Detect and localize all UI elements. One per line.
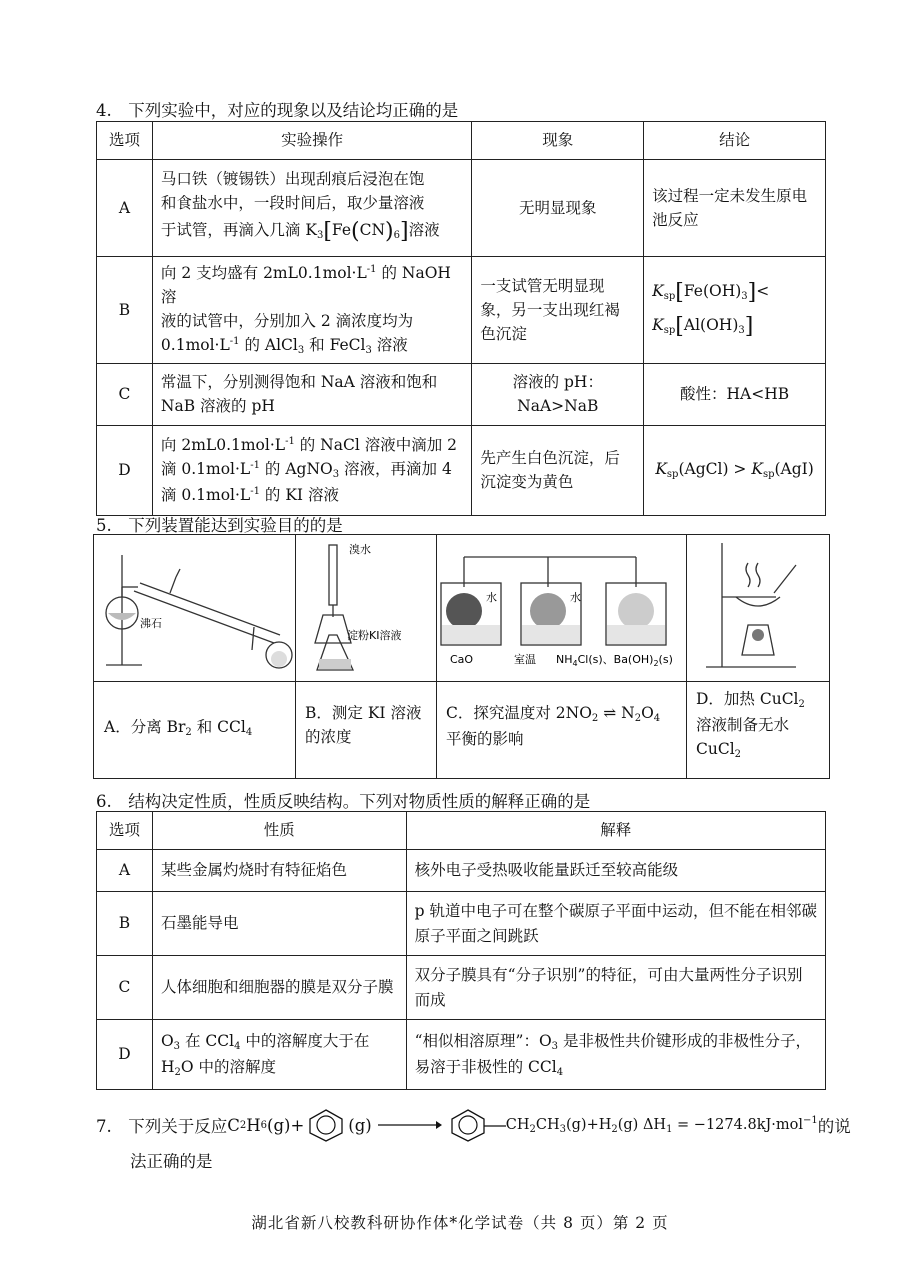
room-temp-label: 室温 [514,653,536,666]
q5-option-b: B．测定 KI 溶液的浓度 [305,704,422,747]
reaction-arrow-icon [378,1118,442,1132]
table-row: A 某些金属灼烧时有特征焰色 核外电子受热吸收能量跃迁至较高能级 [97,850,826,892]
q6-d-property: $O_3$ 在 CCl$_4$ 中的溶解度大于在 $H_2O$ 中的溶解度 [152,1020,406,1090]
q4-b-conclusion: $K_{sp}[Fe(OH)_3]<$ $K_{sp}[Al(OH)_3]$ [644,257,826,364]
q7-stem: 7. 下列关于反应 C 2 H 6 (g)+ (g) $CH_2CH_3(g)+H_2(g) \Delta H_1 = -1274.8kJ\cdot mol^{-1}$ 的说 [96,1108,851,1142]
q4-c-phenomenon: 溶液的 pH： NaA>NaB [472,363,644,425]
q4-stem: 4. 下列实验中，对应的现象以及结论均正确的是 [96,101,459,120]
page-footer: 湖北省新八校教科研协作体*化学试卷（共 8 页）第 2 页 [251,1214,669,1232]
q4-b-operation: 向 2 支均盛有 $2mL0.1mol\cdot L^{-1}$ 的 NaOH 溶 液的试管中，分别加入 2 滴浓度均为 $0.1mol\cdot L^{-1}$ 的 AlCl$_3$ 和 FeCl$_3$ 溶液 [152,257,471,364]
table-row: C 常温下，分别测得饱和 NaA 溶液和饱和 NaB 溶液的 pH 溶液的 pH： NaA>NaB 酸性：HA<HB [97,363,826,425]
table-row: D 向 $2mL0.1mol\cdot L^{-1}$ 的 NaCl 溶液中滴加 2 滴 $0.1mol\cdot L^{-1}$ 的 AgNO$_3$ 溶液，再滴加 4 滴 $0.1mol\cdot L^{-1}$ 的 KI 溶液 先产生白色沉淀，后沉淀变为黄色 $K_{sp}(AgCl) > K_{sp}(AgI)$ [97,425,826,515]
titration-apparatus-icon [295,535,436,681]
q4-a-operation: 马口铁（镀锡铁）出现刮痕后浸泡在饱 和食盐水中，一段时间后，取少量溶液 于试管，再滴入几滴 $K_3[Fe(CN)_6]$溶液 [152,160,471,257]
table-row: C 人体细胞和细胞器的膜是双分子膜 双分子膜具有“分子识别”的特征，可由大量两性分子识别而成 [97,956,826,1020]
table-row: B 石墨能导电 p 轨道中电子可在整个碳原子平面中运动，但不能在相邻碳原子平面之间跳跃 [97,892,826,956]
q4-a-phenomenon: 无明显现象 [472,160,644,257]
q6-table [96,811,826,1090]
water-label-1: 水 [486,591,497,604]
q4-d-operation: 向 $2mL0.1mol\cdot L^{-1}$ 的 NaCl 溶液中滴加 2 滴 $0.1mol\cdot L^{-1}$ 的 AgNO$_3$ 溶液，再滴加 4 滴 $0.1mol\cdot L^{-1}$ 的 KI 溶液 [152,425,471,515]
cao-label: CaO [450,653,474,666]
table-row: B 向 2 支均盛有 $2mL0.1mol\cdot L^{-1}$ 的 NaOH 溶 液的试管中，分别加入 2 滴浓度均为 $0.1mol\cdot L^{-1}$ 的 AlCl$_3$ 和 FeCl$_3$ 溶液 一支试管无明显现象，另一支出现红褐色沉淀 $K_{sp}[Fe(OH)_3]<$ $K_{sp}[Al(OH)_3]$ [97,257,826,364]
benzene-ring-icon [306,1108,346,1142]
evaporation-apparatus-icon [686,535,829,681]
bromine-water-label: 溴水 [349,543,371,556]
nh4cl-label: $NH_4Cl(s)$、$Ba(OH)_2(s)$ [556,653,673,668]
q4-header-phenomenon: 现象 [472,122,644,160]
q6-header-property: 性质 [152,812,406,850]
q4-a-conclusion: 该过程一定未发生原电池反应 [644,160,826,257]
table-row: A 马口铁（镀锡铁）出现刮痕后浸泡在饱 和食盐水中，一段时间后，取少量溶液 于试管，再滴入几滴 $K_3[Fe(CN)_6]$溶液 无明显现象 该过程一定未发生原电池反应 [97,160,826,257]
distillation-apparatus-icon [94,535,295,681]
equilibrium-flasks-icon [436,535,686,681]
q4-d-phenomenon: 先产生白色沉淀，后沉淀变为黄色 [472,425,644,515]
q4-header-operation: 实验操作 [152,122,471,160]
q4-b-phenomenon: 一支试管无明显现象，另一支出现红褐色沉淀 [472,257,644,364]
boiling-stone-label: 沸石 [140,617,162,630]
q4-c-conclusion: 酸性：HA<HB [644,363,826,425]
q6-d-explanation: “相似相溶原理”：$O_3$ 是非极性共价键形成的非极性分子，易溶于非极性的 CCl$_4$ [406,1020,825,1090]
q5-stem: 5. 下列装置能达到实验目的的是 [96,516,343,535]
starch-ki-label: 淀粉KI溶液 [347,629,402,642]
q5-apparatus-panel [93,534,830,779]
q6-header-explanation: 解释 [406,812,825,850]
q6-stem: 6. 结构决定性质，性质反映结构。下列对物质性质的解释正确的是 [96,792,591,811]
q7-stem-line2: 法正确的是 [130,1152,213,1171]
q4-c-operation: 常温下，分别测得饱和 NaA 溶液和饱和 NaB 溶液的 pH [152,363,471,425]
table-row: D $O_3$ 在 CCl$_4$ 中的溶解度大于在 $H_2O$ 中的溶解度 “相似相溶原理”：$O_3$ 是非极性共价键形成的非极性分子，易溶于非极性的 CCl$_4$ [97,1020,826,1090]
q4-table [96,121,826,516]
q5-option-d: D．加热 CuCl$_2$ 溶液制备无水 CuCl$_2$ [696,690,805,760]
q4-d-conclusion: $K_{sp}(AgCl) > K_{sp}(AgI)$ [644,425,826,515]
q4-header-conclusion: 结论 [644,122,826,160]
water-label-2: 水 [570,591,581,604]
q5-option-a: A．分离 $Br_2$ 和 CCl$_4$ [104,718,253,738]
ethylbenzene-ring-icon [448,1108,506,1142]
q6-header-option: 选项 [97,812,153,850]
q4-header-option: 选项 [97,122,153,160]
q5-option-c: C．探究温度对 $2NO_2$ ⇌ $N_2O_4$ 平衡的影响 [446,704,661,748]
